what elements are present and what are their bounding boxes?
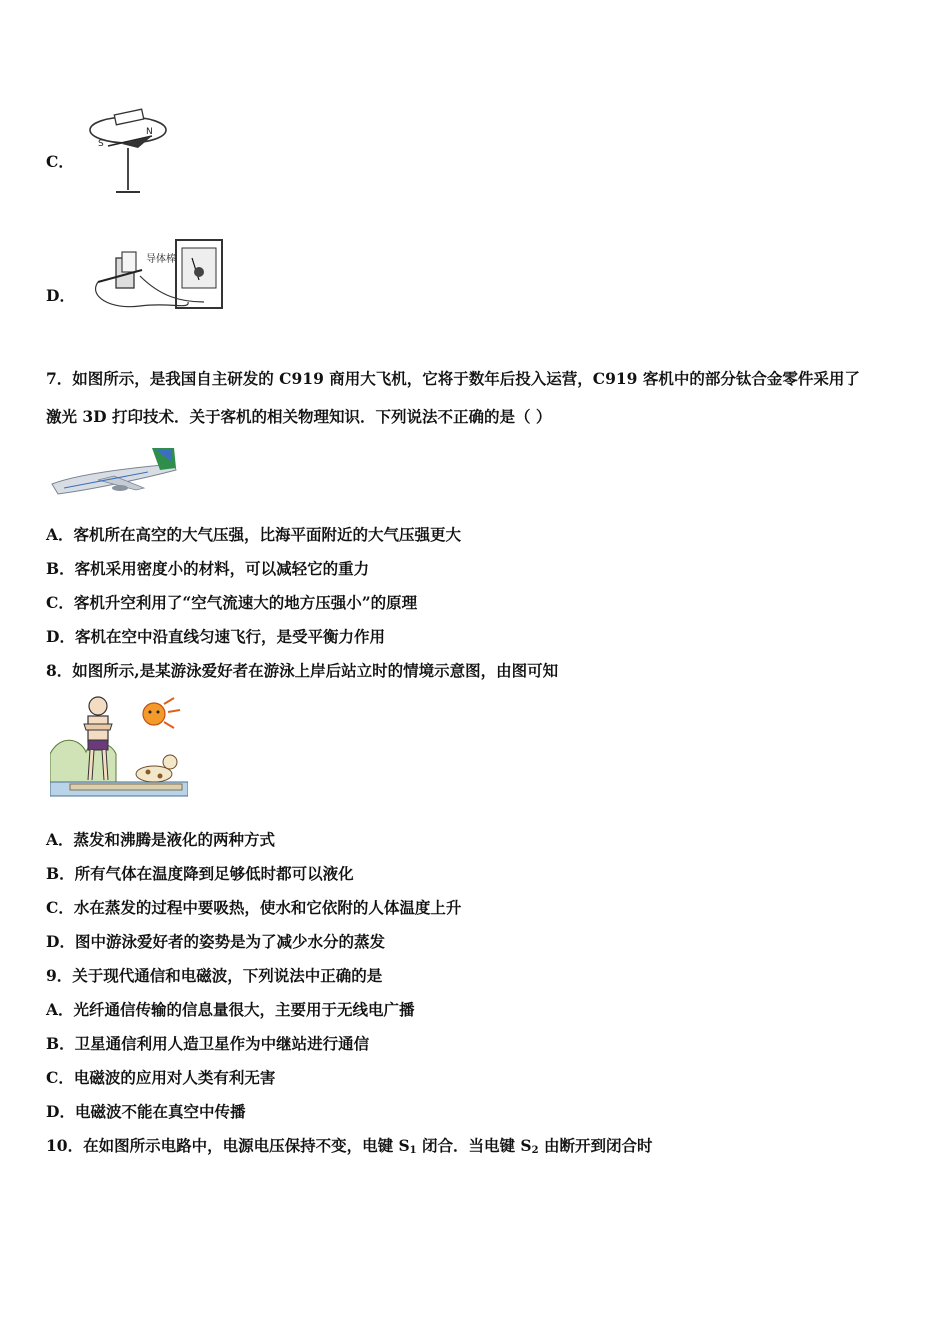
q8-option-d: D．图中游泳爱好者的姿势是为了减少水分的蒸发: [46, 932, 385, 951]
q9-option-c: C．电磁波的应用对人类有利无害: [46, 1068, 276, 1087]
q10-s2-subscript: 2: [531, 1145, 539, 1156]
galvanometer-figure: [80, 236, 230, 316]
airplane-image: [48, 446, 182, 500]
q10-stem-part1: 10．在如图所示电路中，电源电压保持不变，电键 S: [46, 1136, 410, 1155]
q7-option-b: B．客机采用密度小的材料，可以减轻它的重力: [46, 559, 370, 578]
q7-option-c: C．客机升空利用了“空气流速大的地方压强小”的原理: [46, 593, 418, 612]
swimmer-image: [50, 694, 188, 806]
q8-option-c: C．水在蒸发的过程中要吸热，使水和它依附的人体温度上升: [46, 898, 462, 917]
q6-option-c-label: C．: [46, 152, 74, 171]
q7-option-a: A．客机所在高空的大气压强，比海平面附近的大气压强更大: [46, 525, 462, 544]
q10-stem-part3: 由断开到闭合时: [538, 1136, 653, 1155]
q7-stem-line2: 激光 3D 打印技术．关于客机的相关物理知识．下列说法不正确的是（ ）: [46, 407, 552, 426]
fig-c-n-label: N: [146, 127, 153, 137]
q9-stem: 9．关于现代通信和电磁波，下列说法中正确的是: [46, 966, 383, 985]
q6-option-d-label: D．: [46, 286, 75, 305]
fig-d-label: 导体棒: [146, 254, 176, 265]
q9-option-b: B．卫星通信利用人造卫星作为中继站进行通信: [46, 1034, 370, 1053]
q10-stem: [46, 1136, 653, 1161]
compass-coil-figure: [80, 102, 170, 202]
q8-stem: 8．如图所示,是某游泳爱好者在游泳上岸后站立时的情境示意图，由图可知: [46, 661, 559, 680]
q9-option-a: A．光纤通信传输的信息量很大，主要用于无线电广播: [46, 1000, 415, 1019]
q7-option-d: D．客机在空中沿直线匀速飞行，是受平衡力作用: [46, 627, 385, 646]
q9-option-d: D．电磁波不能在真空中传播: [46, 1102, 246, 1121]
q10-stem-part2: 闭合．当电键 S: [416, 1136, 532, 1155]
q8-option-b: B．所有气体在温度降到足够低时都可以液化: [46, 864, 354, 883]
q10-s1-subscript: 1: [409, 1145, 417, 1156]
fig-c-s-label: S: [98, 139, 104, 149]
q8-option-a: A．蒸发和沸腾是液化的两种方式: [46, 830, 276, 849]
q7-stem-line1: 7．如图所示，是我国自主研发的 C919 商用大飞机，它将于数年后投入运营，C919 客机中的部分钛合金零件采用了: [46, 369, 860, 388]
